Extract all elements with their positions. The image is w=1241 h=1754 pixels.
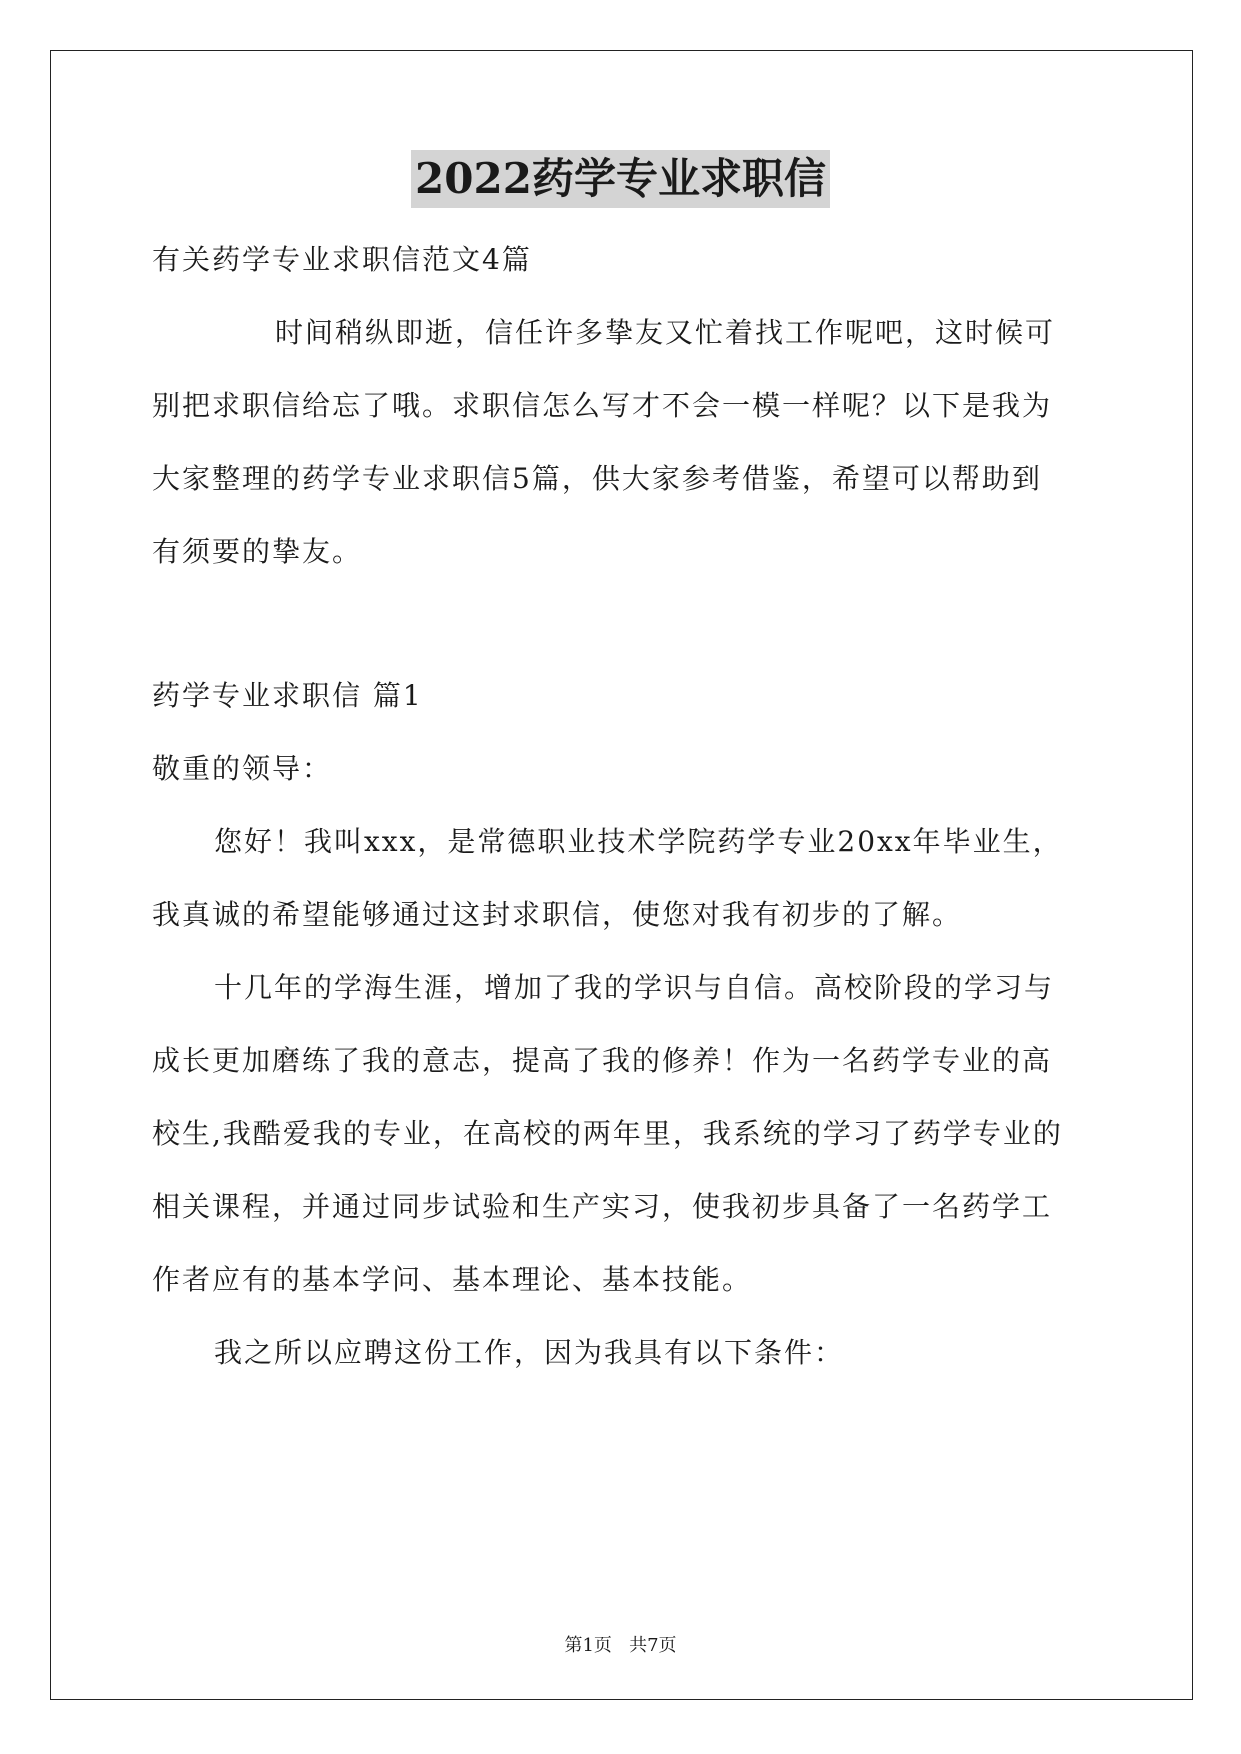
intro-line: 有须要的挚友。 — [152, 535, 363, 568]
page-border — [50, 50, 1193, 1700]
paragraph-line: 我之所以应聘这份工作，因为我具有以下条件： — [214, 1336, 845, 1369]
intro-line: 大家整理的药学专业求职信5篇，供大家参考借鉴，希望可以帮助到 — [152, 462, 1042, 495]
document-title: 2022药学专业求职信 — [411, 150, 830, 208]
title-container — [0, 150, 1241, 208]
paragraph-line: 我真诚的希望能够通过这封求职信，使您对我有初步的了解。 — [152, 898, 963, 931]
intro-line: 时间稍纵即逝，信任许多挚友又忙着找工作呢吧，这时候可 — [275, 316, 1056, 349]
salutation: 敬重的领导： — [152, 752, 333, 785]
intro-line: 别把求职信给忘了哦。求职信怎么写才不会一模一样呢？以下是我为 — [152, 389, 1053, 422]
subtitle: 有关药学专业求职信范文4篇 — [152, 243, 532, 276]
paragraph-line: 作者应有的基本学问、基本理论、基本技能。 — [152, 1263, 753, 1296]
paragraph-line: 相关课程，并通过同步试验和生产实习，使我初步具备了一名药学工 — [152, 1190, 1053, 1223]
section-heading: 药学专业求职信 篇1 — [152, 679, 423, 712]
paragraph-line: 校生,我酷爱我的专业，在高校的两年里，我系统的学习了药学专业的 — [152, 1117, 1063, 1150]
page-number: 第1页 共7页 — [564, 1635, 677, 1656]
paragraph-line: 您好！我叫xxx，是常德职业技术学院药学专业20xx年毕业生， — [214, 825, 1063, 858]
paragraph-line: 成长更加磨练了我的意志，提高了我的修养！作为一名药学专业的高 — [152, 1044, 1053, 1077]
paragraph-line: 十几年的学海生涯，增加了我的学识与自信。高校阶段的学习与 — [214, 971, 1055, 1004]
